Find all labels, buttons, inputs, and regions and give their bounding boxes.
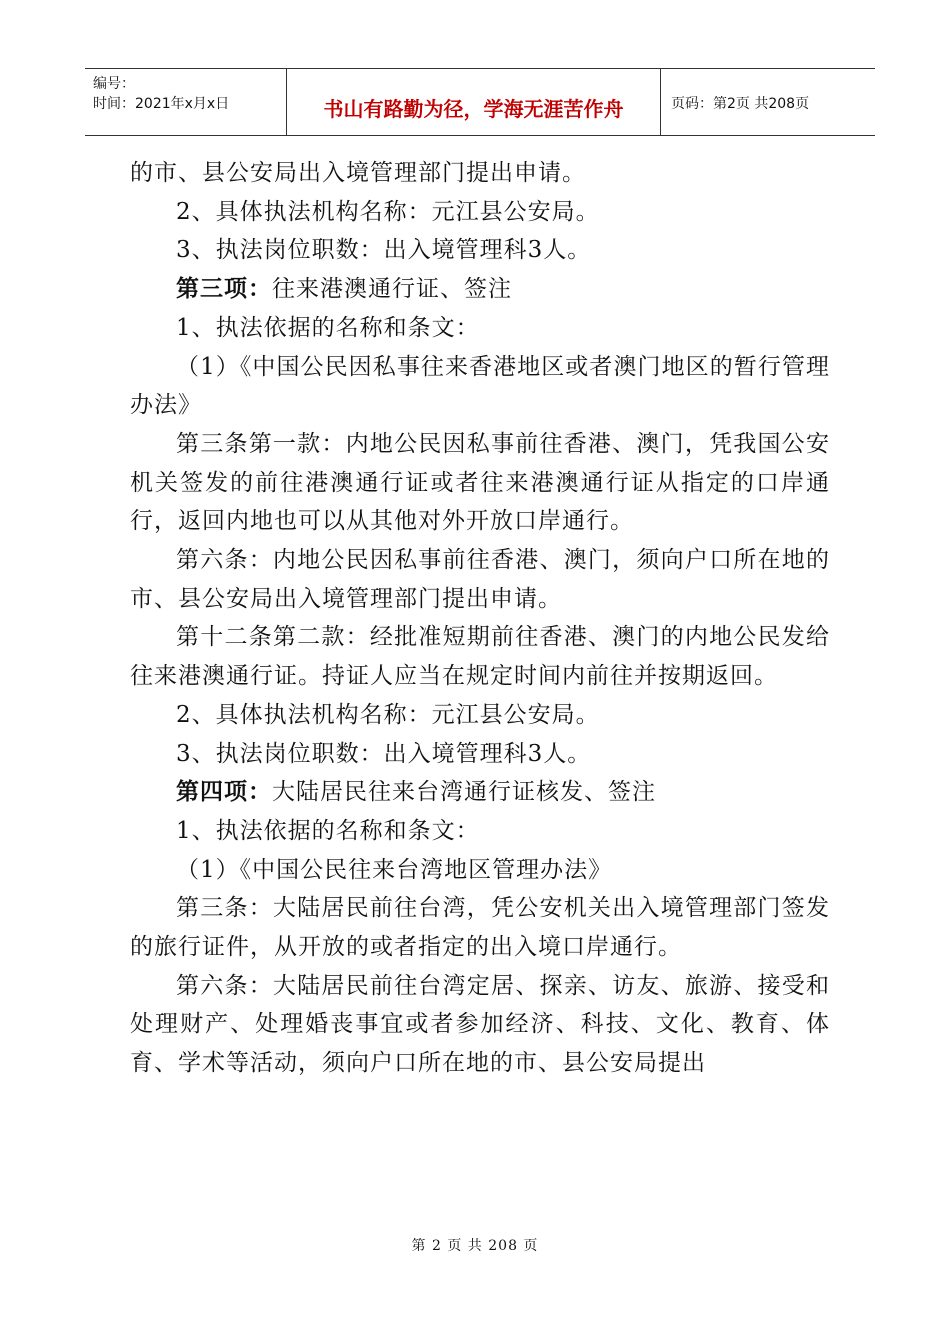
- section-title: 往来港澳通行证、签注: [272, 276, 512, 303]
- paragraph: 第十二条第二款：经批准短期前往香港、澳门的内地公民发给往来港澳通行证。持证人应当在规定时间内前往并按期返回。: [130, 624, 830, 690]
- paragraph: 第三条第一款：内地公民因私事前往香港、澳门，凭我国公安机关签发的前往港澳通行证或者往来港澳通行证从指定的口岸通行，返回内地也可以从其他对外开放口岸通行。: [130, 430, 830, 535]
- page-info: 页码：第2页 共208页: [671, 96, 810, 112]
- section-heading-4: [130, 773, 830, 812]
- paragraph: （1）《中国公民因私事往来香港地区或者澳门地区的暂行管理办法》: [130, 353, 830, 419]
- motto: 书山有路勤为径，学海无涯苦作舟: [323, 97, 624, 121]
- paragraph: 3、执法岗位职数：出入境管理科3人。: [176, 740, 592, 767]
- section-label: 第三项：: [176, 276, 272, 303]
- section-label: 第四项：: [176, 779, 272, 806]
- page-footer: 第 2 页 共 208 页: [411, 1238, 539, 1254]
- header-motto-cell: [287, 69, 661, 135]
- paragraph: 1、执法依据的名称和条文：: [176, 314, 480, 341]
- paragraph: （1）《中国公民往来台湾地区管理办法》: [176, 856, 613, 883]
- paragraph: 第六条：内地公民因私事前往香港、澳门，须向户口所在地的市、县公安局出入境管理部门提出申请。: [130, 547, 830, 612]
- section-title: 大陆居民往来台湾通行证核发、签注: [272, 779, 656, 806]
- header-meta-cell: [85, 69, 287, 135]
- paragraph: 2、具体执法机构名称：元江县公安局。: [176, 198, 600, 225]
- page-header: [85, 68, 875, 136]
- paragraph: 3、执法岗位职数：出入境管理科3人。: [176, 237, 592, 264]
- paragraph: 第三条：大陆居民前往台湾，凭公安机关出入境管理部门签发的旅行证件，从开放的或者指定的出入境口岸通行。: [130, 895, 830, 961]
- paragraph: 第六条：大陆居民前往台湾定居、探亲、访友、旅游、接受和处理财产、处理婚丧事宜或者参加经济、科技、文化、教育、体育、学术等活动，须向户口所在地的市、县公安局提出: [130, 972, 830, 1077]
- header-page-cell: [661, 69, 875, 135]
- paragraph: 的市、县公安局出入境管理部门提出申请。: [130, 160, 586, 186]
- number-label: 编号：: [93, 76, 135, 92]
- document-body: [130, 154, 830, 1083]
- section-heading-3: [130, 270, 830, 309]
- time-label: 时间：2021年x月x日: [93, 96, 230, 112]
- paragraph: 2、具体执法机构名称：元江县公安局。: [176, 701, 600, 728]
- paragraph: 1、执法依据的名称和条文：: [176, 817, 480, 844]
